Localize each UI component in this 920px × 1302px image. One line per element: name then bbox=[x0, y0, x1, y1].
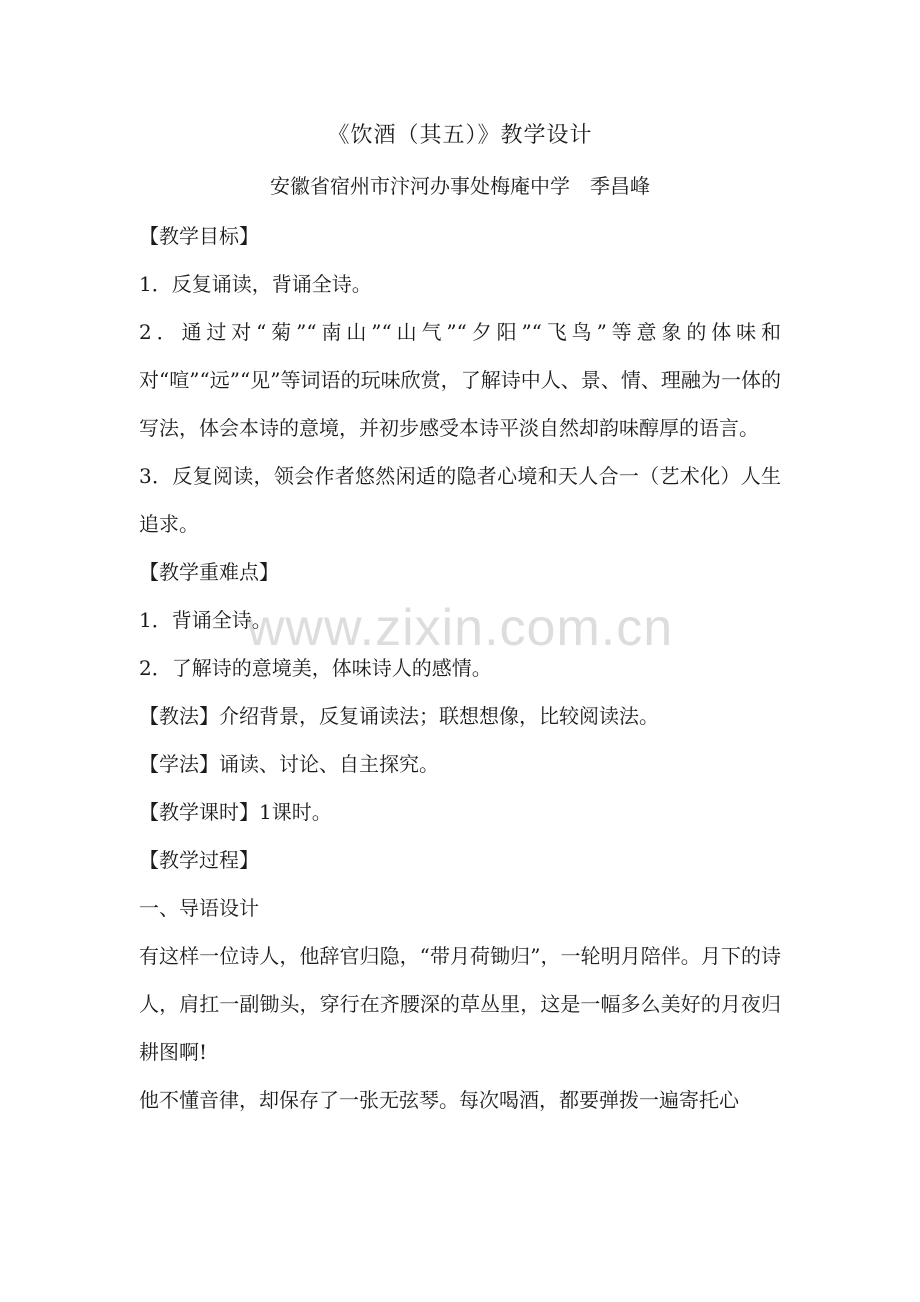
section-heading-process: 【教学过程】 bbox=[139, 848, 259, 872]
objective-3: 3．反复阅读，领会作者悠然闲适的隐者心境和天人合一（艺术化）人生追求。 bbox=[139, 464, 781, 536]
key-point-1: 1．背诵全诗。 bbox=[139, 608, 272, 632]
subheading-introduction: 一、导语设计 bbox=[139, 896, 259, 920]
key-point-2: 2．了解诗的意境美，体味诗人的感情。 bbox=[139, 656, 492, 680]
section-heading-objectives: 【教学目标】 bbox=[139, 224, 259, 248]
learning-method: 【学法】诵读、讨论、自主探究。 bbox=[139, 752, 439, 776]
teaching-method: 【教法】介绍背景，反复诵读法；联想想像，比较阅读法。 bbox=[139, 704, 659, 728]
watermark: www.zixin.com.cn bbox=[246, 599, 674, 657]
section-heading-key-points: 【教学重难点】 bbox=[139, 560, 279, 584]
author-line: 安徽省宿州市汴河办事处梅庵中学 季昌峰 bbox=[270, 174, 650, 198]
introduction-paragraph-1: 有这样一位诗人，他辞官归隐，“带月荷锄归”，一轮明月陪伴。月下的诗人，肩扛一副锄头，穿行在齐腰深的草丛里，这是一幅多么美好的月夜归耕图啊! bbox=[139, 944, 781, 1064]
document-title: 《饮酒（其五）》教学设计 bbox=[327, 123, 593, 148]
introduction-paragraph-2: 他不懂音律，却保存了一张无弦琴。每次喝酒，都要弹拨一遍寄托心 bbox=[139, 1088, 739, 1112]
class-hours: 【教学课时】1课时。 bbox=[139, 800, 332, 824]
document-body bbox=[139, 212, 781, 1124]
objective-1: 1．反复诵读，背诵全诗。 bbox=[139, 272, 372, 296]
objective-2: 2．通过对“菊”“南山”“山气”“夕阳”“飞鸟”等意象的体味和对“喧”“远”“见”等词语的玩味欣赏，了解诗中人、景、情、理融为一体的写法，体会本诗的意境，并初步感受本诗平淡自然却韵味醇厚的语言。 bbox=[139, 320, 781, 440]
